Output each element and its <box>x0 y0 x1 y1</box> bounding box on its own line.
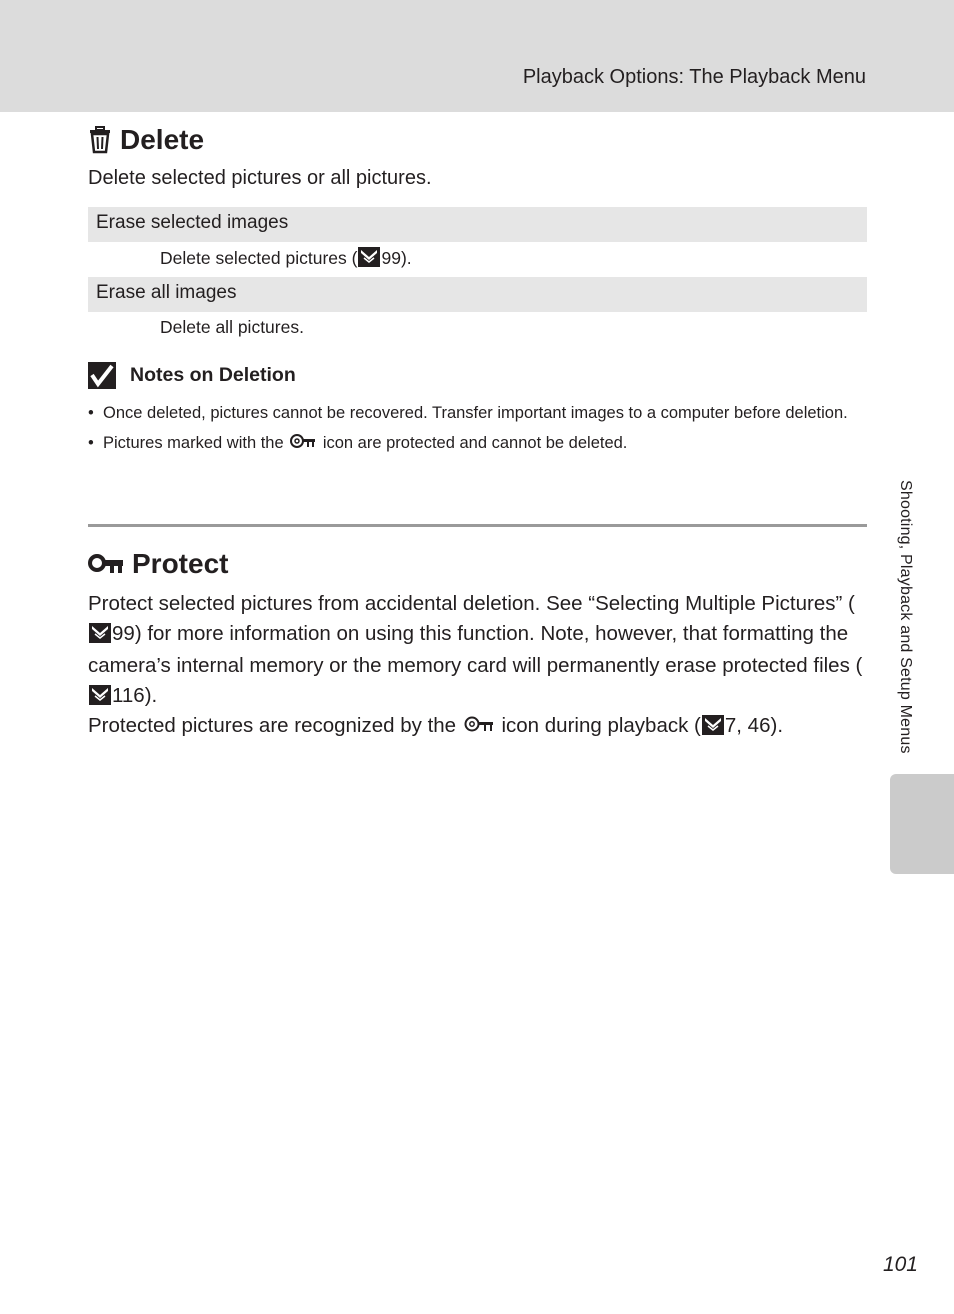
delete-title: Delete <box>120 124 205 155</box>
list-item: • Pictures marked with the icon are protected and cannot be deleted. <box>88 431 848 456</box>
reference-icon <box>89 622 111 652</box>
protect-title: Protect <box>132 548 229 579</box>
section-divider <box>88 524 867 527</box>
option-label: Erase all images <box>96 282 237 303</box>
option-bar-erase-all <box>88 277 867 312</box>
notes-bullet-list <box>88 401 848 462</box>
protect-key-icon <box>290 432 316 456</box>
delete-heading <box>88 124 204 156</box>
header-title: Playback Options: The Playback Menu <box>522 66 866 88</box>
option-desc-erase-all: Delete all pictures. <box>160 317 304 337</box>
notes-title: Notes on Deletion <box>130 364 296 386</box>
side-tab-label: Shooting, Playback and Setup Menus <box>897 480 914 754</box>
protect-paragraph-2: Protected pictures are recognized by the icon during playback ( 7, 46). <box>88 711 868 744</box>
notes-heading <box>88 362 296 389</box>
list-item: • Once deleted, pictures cannot be recovered. Transfer important images to a computer before deletion. <box>88 401 848 425</box>
protect-paragraph-1: Protect selected pictures from accidental deletion. See “Selecting Multiple Pictures” (99) for more information on using this function. Note, however, that formatting the camera’s internal memory or the memory card will permanently erase protected files (116). <box>88 589 868 713</box>
page-number: 101 <box>882 1253 918 1276</box>
side-tab <box>890 774 954 874</box>
page-header <box>0 0 954 112</box>
protect-heading <box>88 548 228 580</box>
option-label: Erase selected images <box>96 212 289 233</box>
reference-icon <box>358 247 380 272</box>
trash-can-icon <box>88 126 112 154</box>
delete-lead: Delete selected pictures or all pictures. <box>88 167 432 189</box>
protect-key-icon <box>88 553 124 575</box>
option-desc-erase-selected: Delete selected pictures ( 99). <box>160 247 412 272</box>
reference-icon <box>89 684 111 714</box>
reference-icon <box>702 714 724 744</box>
option-bar-erase-selected <box>88 207 867 242</box>
protect-key-icon <box>464 712 494 742</box>
checkmark-note-icon <box>88 362 116 389</box>
